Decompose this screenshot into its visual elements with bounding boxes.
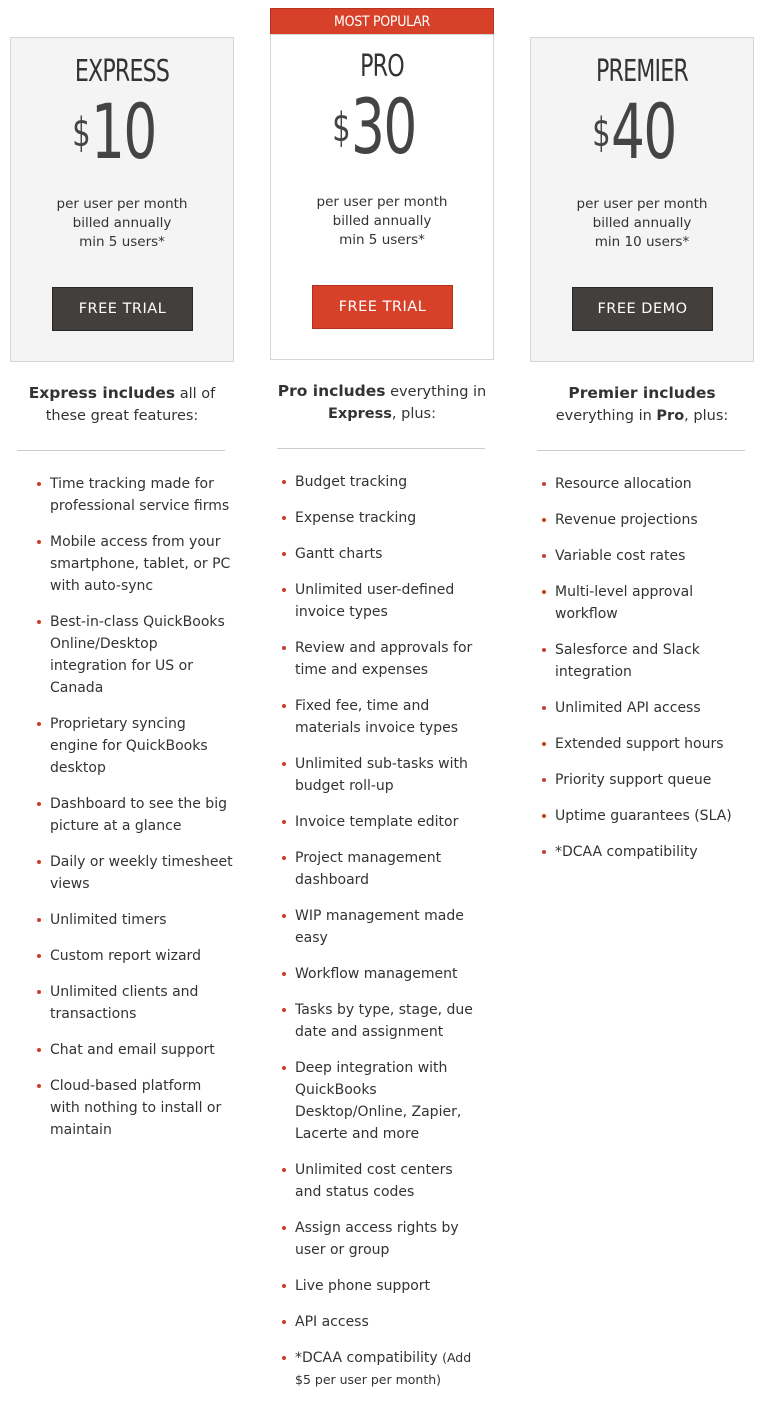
includes-text: , plus: bbox=[684, 408, 729, 424]
feature-item bbox=[50, 981, 235, 1025]
bullet-icon bbox=[282, 704, 286, 708]
feature-text: Gantt charts bbox=[295, 546, 383, 562]
includes-text: , plus: bbox=[391, 406, 436, 422]
feature-text: WIP management made easy bbox=[295, 908, 464, 946]
feature-item bbox=[295, 695, 480, 739]
terms-line: min 5 users* bbox=[339, 232, 425, 248]
bullet-icon bbox=[37, 1048, 41, 1052]
includes-text: everything in bbox=[385, 384, 487, 400]
feature-item bbox=[50, 909, 235, 931]
feature-text: Invoice template editor bbox=[295, 814, 459, 830]
divider bbox=[17, 450, 225, 451]
feature-text: Time tracking made for professional service firms bbox=[50, 476, 230, 514]
bullet-icon bbox=[542, 742, 546, 746]
premier-feature-list bbox=[555, 473, 740, 877]
bullet-icon bbox=[542, 482, 546, 486]
feature-text: Proprietary syncing engine for QuickBooks desktop bbox=[50, 716, 208, 776]
feature-item bbox=[50, 851, 235, 895]
bullet-icon bbox=[282, 1226, 286, 1230]
feature-text: Cloud-based platform with nothing to install or maintain bbox=[50, 1078, 222, 1138]
bullet-icon bbox=[542, 814, 546, 818]
feature-note: (Add $5 per user per month) bbox=[295, 1350, 472, 1387]
bullet-icon bbox=[282, 1008, 286, 1012]
bullet-icon bbox=[542, 518, 546, 522]
feature-item bbox=[555, 769, 740, 791]
terms-line: min 10 users* bbox=[594, 234, 690, 250]
bullet-icon bbox=[282, 552, 286, 556]
feature-text: Salesforce and Slack integration bbox=[555, 642, 700, 680]
bullet-icon bbox=[282, 516, 286, 520]
bullet-icon bbox=[282, 480, 286, 484]
divider bbox=[537, 450, 745, 451]
bullet-icon bbox=[37, 1084, 41, 1088]
feature-item bbox=[295, 1347, 480, 1391]
express-feature-list bbox=[50, 473, 235, 1155]
feature-item bbox=[295, 847, 480, 891]
feature-text: Unlimited cost centers and status codes bbox=[295, 1162, 453, 1200]
bullet-icon bbox=[282, 588, 286, 592]
includes-title: Premier includes bbox=[568, 384, 716, 402]
plan-name: EXPRESS bbox=[74, 54, 170, 89]
bullet-icon bbox=[37, 482, 41, 486]
terms-line: billed annually bbox=[332, 213, 432, 229]
feature-text: Unlimited clients and transactions bbox=[50, 984, 199, 1022]
feature-item bbox=[295, 579, 480, 623]
feature-item bbox=[555, 581, 740, 625]
feature-text: Unlimited sub-tasks with budget roll-up bbox=[295, 756, 468, 794]
bullet-icon bbox=[282, 1284, 286, 1288]
includes-title: Express includes bbox=[28, 384, 176, 402]
feature-item bbox=[50, 1039, 235, 1061]
bullet-icon bbox=[542, 590, 546, 594]
bullet-icon bbox=[542, 648, 546, 652]
bullet-icon bbox=[542, 554, 546, 558]
pro-feature-list bbox=[295, 471, 480, 1405]
plan-price bbox=[531, 87, 753, 176]
feature-text: Project management dashboard bbox=[295, 850, 442, 888]
bullet-icon bbox=[542, 850, 546, 854]
bullet-icon bbox=[282, 1168, 286, 1172]
price-amount: 40 bbox=[610, 87, 676, 176]
feature-item bbox=[555, 509, 740, 531]
feature-text: Unlimited user-defined invoice types bbox=[295, 582, 455, 620]
includes-plan-ref: Express bbox=[328, 406, 392, 422]
feature-text: Best-in-class QuickBooks Online/Desktop integration for US or Canada bbox=[50, 614, 225, 696]
price-amount: 30 bbox=[350, 82, 416, 171]
feature-text: Tasks by type, stage, due date and assignment bbox=[295, 1002, 473, 1040]
feature-item bbox=[50, 611, 235, 699]
divider bbox=[277, 448, 485, 449]
feature-text: Custom report wizard bbox=[50, 948, 201, 964]
bullet-icon bbox=[282, 1066, 286, 1070]
plan-card-premier bbox=[530, 37, 754, 362]
feature-item bbox=[50, 713, 235, 779]
feature-item bbox=[295, 811, 480, 833]
includes-text: everything in bbox=[555, 408, 657, 424]
plan-terms bbox=[531, 195, 753, 252]
feature-text: Revenue projections bbox=[555, 512, 698, 528]
plan-name: PRO bbox=[360, 49, 404, 84]
feature-item bbox=[295, 1275, 480, 1297]
currency-symbol: $ bbox=[332, 105, 351, 151]
terms-line: per user per month bbox=[56, 196, 188, 212]
terms-line: billed annually bbox=[592, 215, 692, 231]
feature-item bbox=[555, 697, 740, 719]
feature-text: Daily or weekly timesheet views bbox=[50, 854, 233, 892]
feature-text: *DCAA compatibility bbox=[295, 1350, 438, 1366]
feature-text: Fixed fee, time and materials invoice types bbox=[295, 698, 459, 736]
bullet-icon bbox=[542, 778, 546, 782]
bullet-icon bbox=[542, 706, 546, 710]
feature-item bbox=[555, 639, 740, 683]
feature-item bbox=[50, 531, 235, 597]
feature-text: API access bbox=[295, 1314, 369, 1330]
currency-symbol: $ bbox=[72, 110, 91, 156]
bullet-icon bbox=[37, 918, 41, 922]
feature-text: Live phone support bbox=[295, 1278, 431, 1294]
premier-free-demo-button[interactable]: FREE DEMO bbox=[572, 287, 713, 331]
bullet-icon bbox=[282, 820, 286, 824]
plan-price bbox=[11, 87, 233, 176]
plan-name: PREMIER bbox=[596, 54, 688, 89]
express-includes-heading bbox=[10, 382, 234, 427]
plan-card-express bbox=[10, 37, 234, 362]
feature-item bbox=[555, 473, 740, 495]
feature-item bbox=[295, 637, 480, 681]
terms-line: min 5 users* bbox=[79, 234, 165, 250]
bullet-icon bbox=[37, 620, 41, 624]
terms-line: per user per month bbox=[316, 194, 448, 210]
feature-text: Dashboard to see the big picture at a glance bbox=[50, 796, 227, 834]
feature-item bbox=[295, 1057, 480, 1145]
price-amount: 10 bbox=[90, 87, 156, 176]
plan-terms bbox=[11, 195, 233, 252]
feature-item bbox=[295, 1311, 480, 1333]
feature-text: Workflow management bbox=[295, 966, 458, 982]
feature-item bbox=[295, 905, 480, 949]
bullet-icon bbox=[282, 972, 286, 976]
feature-text: Priority support queue bbox=[555, 772, 712, 788]
bullet-icon bbox=[37, 990, 41, 994]
feature-text: Budget tracking bbox=[295, 474, 408, 490]
feature-text: Extended support hours bbox=[555, 736, 724, 752]
feature-item bbox=[50, 1075, 235, 1141]
includes-plan-ref: Pro bbox=[656, 408, 685, 424]
terms-line: billed annually bbox=[72, 215, 172, 231]
feature-item bbox=[295, 963, 480, 985]
feature-text: Resource allocation bbox=[555, 476, 692, 492]
bullet-icon bbox=[282, 856, 286, 860]
feature-text: Deep integration with QuickBooks Desktop/Online, Zapier, Lacerte and more bbox=[295, 1060, 462, 1142]
plan-terms bbox=[271, 193, 493, 250]
premier-includes-heading bbox=[530, 382, 754, 427]
bullet-icon bbox=[282, 646, 286, 650]
includes-text: these great features: bbox=[45, 408, 199, 424]
pro-free-trial-button[interactable]: FREE TRIAL bbox=[312, 285, 453, 329]
feature-text: Unlimited timers bbox=[50, 912, 167, 928]
bullet-icon bbox=[282, 1320, 286, 1324]
bullet-icon bbox=[37, 860, 41, 864]
feature-item bbox=[295, 507, 480, 529]
includes-text: all of bbox=[175, 386, 216, 402]
feature-item bbox=[295, 1159, 480, 1203]
most-popular-banner: MOST POPULAR bbox=[270, 8, 494, 35]
feature-text: Uptime guarantees (SLA) bbox=[555, 808, 732, 824]
feature-text: Multi-level approval workflow bbox=[555, 584, 694, 622]
pro-includes-heading bbox=[270, 380, 494, 425]
feature-text: Variable cost rates bbox=[555, 548, 686, 564]
bullet-icon bbox=[37, 722, 41, 726]
feature-item bbox=[555, 805, 740, 827]
bullet-icon bbox=[282, 1356, 286, 1360]
feature-item bbox=[50, 945, 235, 967]
feature-item bbox=[295, 753, 480, 797]
terms-line: per user per month bbox=[576, 196, 708, 212]
feature-item bbox=[295, 471, 480, 493]
feature-item bbox=[50, 793, 235, 837]
feature-text: Unlimited API access bbox=[555, 700, 701, 716]
feature-item bbox=[295, 543, 480, 565]
feature-text: Review and approvals for time and expenses bbox=[295, 640, 473, 678]
feature-text: Mobile access from your smartphone, tablet, or PC with auto-sync bbox=[50, 534, 231, 594]
feature-text: Chat and email support bbox=[50, 1042, 215, 1058]
plan-price bbox=[271, 82, 493, 171]
plan-card-pro bbox=[270, 34, 494, 360]
feature-text: Assign access rights by user or group bbox=[295, 1220, 459, 1258]
feature-item bbox=[555, 841, 740, 863]
bullet-icon bbox=[37, 540, 41, 544]
bullet-icon bbox=[37, 954, 41, 958]
feature-item bbox=[555, 545, 740, 567]
feature-text: *DCAA compatibility bbox=[555, 844, 698, 860]
includes-title: Pro includes bbox=[277, 382, 386, 400]
bullet-icon bbox=[282, 762, 286, 766]
feature-item bbox=[295, 1217, 480, 1261]
feature-item bbox=[295, 999, 480, 1043]
feature-item bbox=[50, 473, 235, 517]
bullet-icon bbox=[37, 802, 41, 806]
feature-item bbox=[555, 733, 740, 755]
feature-text: Expense tracking bbox=[295, 510, 417, 526]
currency-symbol: $ bbox=[592, 110, 611, 156]
bullet-icon bbox=[282, 914, 286, 918]
express-free-trial-button[interactable]: FREE TRIAL bbox=[52, 287, 193, 331]
